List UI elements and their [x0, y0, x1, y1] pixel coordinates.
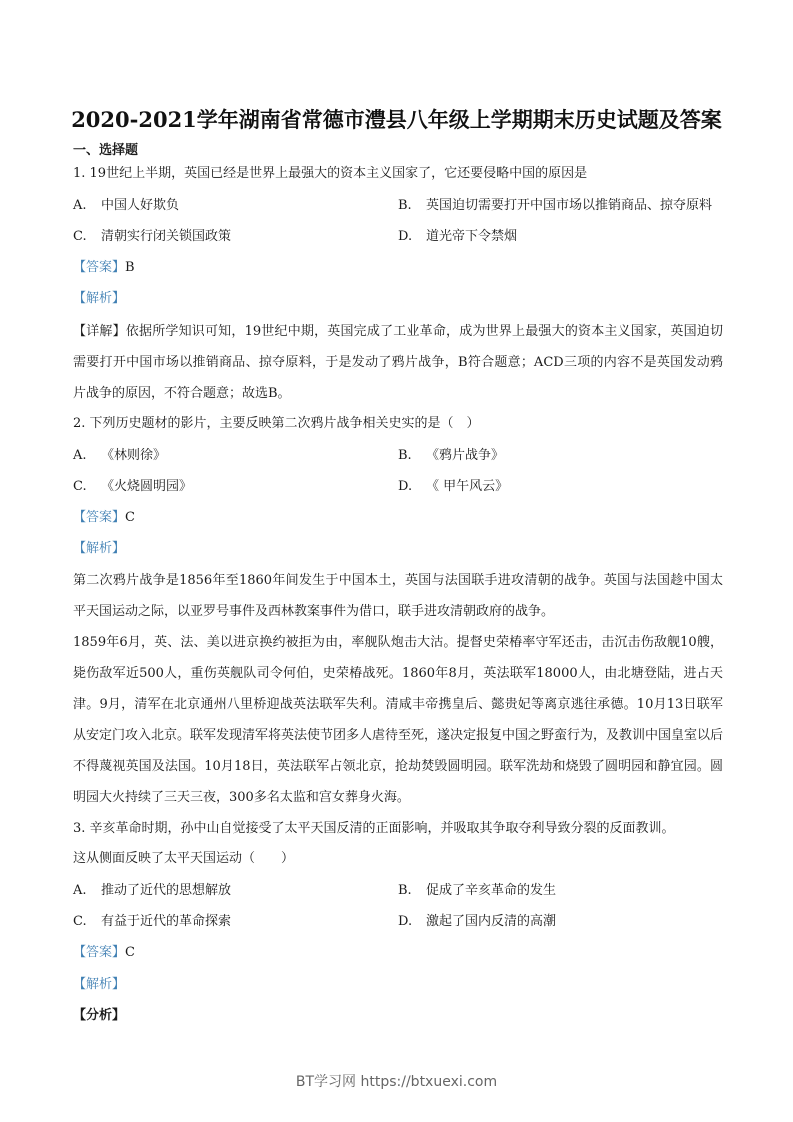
option-letter: D. — [398, 914, 413, 929]
q2-answer — [73, 510, 135, 526]
q2-option-d — [398, 479, 508, 495]
analysis-label: 【解析】 — [73, 541, 126, 556]
q2-option-a — [73, 448, 166, 464]
detail-label: 【详解】 — [73, 324, 126, 339]
page-title: 2020-2021学年湖南省常德市澧县八年级上学期期末历史试题及答案 — [71, 107, 722, 132]
option-letter: D. — [398, 479, 413, 494]
q1-option-b — [398, 198, 712, 214]
option-text: 《 甲午风云》 — [426, 479, 509, 494]
analysis-label: 【解析】 — [73, 977, 126, 992]
explanation-text: 依据所学知识可知，19世纪中期，英国完成了工业革命，成为世界上最强大的资本主义国家，英国迫切需要打开中国市场以推销商品、掠夺原料，于是发动了鸦片战争，B符合题意；ACD三项的内容不是英国发动鸦片战争的原因，不符合题意；故选B。 — [73, 324, 723, 401]
option-letter: B. — [398, 883, 412, 898]
q2-option-c — [73, 479, 192, 495]
q3-fenxi-label — [73, 1008, 125, 1024]
question-2-stem: 2. 下列历史题材的影片，主要反映第二次鸦片战争相关史实的是（ ） — [73, 416, 480, 431]
answer-label: 【答案】 — [73, 260, 126, 275]
q2-option-b — [398, 448, 504, 464]
q3-option-d — [398, 914, 556, 930]
q1-analysis-label — [73, 291, 125, 307]
option-text: 《火烧圆明园》 — [101, 479, 193, 494]
option-text: 道光帝下令禁烟 — [426, 229, 518, 244]
option-text: 有益于近代的革命探索 — [101, 914, 232, 929]
option-text: 中国人好欺负 — [101, 198, 180, 213]
q1-answer — [73, 260, 135, 276]
option-letter: A. — [73, 883, 87, 898]
option-letter: D. — [398, 229, 413, 244]
q1-option-c — [73, 229, 231, 245]
section-heading: 一、选择题 — [73, 143, 139, 158]
q3-analysis-label — [73, 977, 125, 993]
q3-option-c — [73, 914, 231, 930]
option-letter: C. — [73, 479, 87, 494]
option-letter: C. — [73, 914, 87, 929]
fenxi-label: 【分析】 — [73, 1008, 126, 1023]
q1-option-d — [398, 229, 517, 245]
q2-analysis-label — [73, 541, 125, 557]
option-text: 清朝实行闭关锁国政策 — [101, 229, 232, 244]
answer-label: 【答案】 — [73, 510, 126, 525]
option-letter: B. — [398, 198, 412, 213]
option-text: 《林则徐》 — [101, 448, 167, 463]
q3-option-a — [73, 883, 231, 899]
option-letter: B. — [398, 448, 412, 463]
analysis-label: 【解析】 — [73, 291, 126, 306]
answer-value: C — [125, 945, 135, 960]
option-text: 推动了近代的思想解放 — [101, 883, 232, 898]
answer-value: B — [125, 260, 135, 275]
option-text: 《鸦片战争》 — [426, 448, 505, 463]
q2-paragraph-2: 1859年6月，英、法、美以进京换约被拒为由，率舰队炮击大沽。提督史荣椿率守军还击，击沉击伤敌舰10艘，毙伤敌军近500人，重伤英舰队司令何伯，史荣椿战死。1860年8月，英法联军18000人，由北塘登陆，进占天津。9月，清军在北京通州八里桥迎战英法联军失利。清咸丰帝携皇后、懿贵妃等离京逃往承德。10月13日联军从安定门攻入北京。联军发现清军将英法使节团多人虐待至死，遂决定报复中国之野蛮行为，及教训中国皇室以后不得蔑视英国及法国。10月18日，英法联军占领北京，抢劫焚毁圆明园。联军洗劫和烧毁了圆明园和静宜园。圆明园大火持续了三天三夜，300多名太监和宫女葬身火海。 — [73, 635, 724, 805]
q2-paragraph-1: 第二次鸦片战争是1856年至1860年间发生于中国本土，英国与法国联手进攻清朝的战争。英国与法国趁中国太平天国运动之际，以亚罗号事件及西林教案事件为借口，联手进攻清朝政府的战争。 — [73, 573, 723, 619]
option-letter: C. — [73, 229, 87, 244]
option-text: 促成了辛亥革命的发生 — [426, 883, 557, 898]
q1-explanation — [73, 316, 723, 409]
option-letter: A. — [73, 198, 87, 213]
question-3-stem-line-1: 3. 辛亥革命时期，孙中山自觉接受了太平天国反清的正面影响，并吸取其争取夺利导致分裂的反面教训。 — [73, 821, 675, 836]
option-text: 激起了国内反清的高潮 — [426, 914, 557, 929]
answer-label: 【答案】 — [73, 945, 126, 960]
question-3-stem-line-2: 这从侧面反映了太平天国运动（ ） — [73, 851, 295, 866]
answer-value: C — [125, 510, 135, 525]
q3-option-b — [398, 883, 556, 899]
q1-option-a — [73, 198, 179, 214]
question-1-stem: 1. 19世纪上半期，英国已经是世界上最强大的资本主义国家了，它还要侵略中国的原因是 — [73, 166, 588, 181]
option-text: 英国迫切需要打开中国市场以推销商品、掠夺原料 — [426, 198, 713, 213]
q3-answer — [73, 945, 135, 961]
option-letter: A. — [73, 448, 87, 463]
watermark-footer: BT学习网 https://btxuexi.com — [295, 1074, 498, 1090]
